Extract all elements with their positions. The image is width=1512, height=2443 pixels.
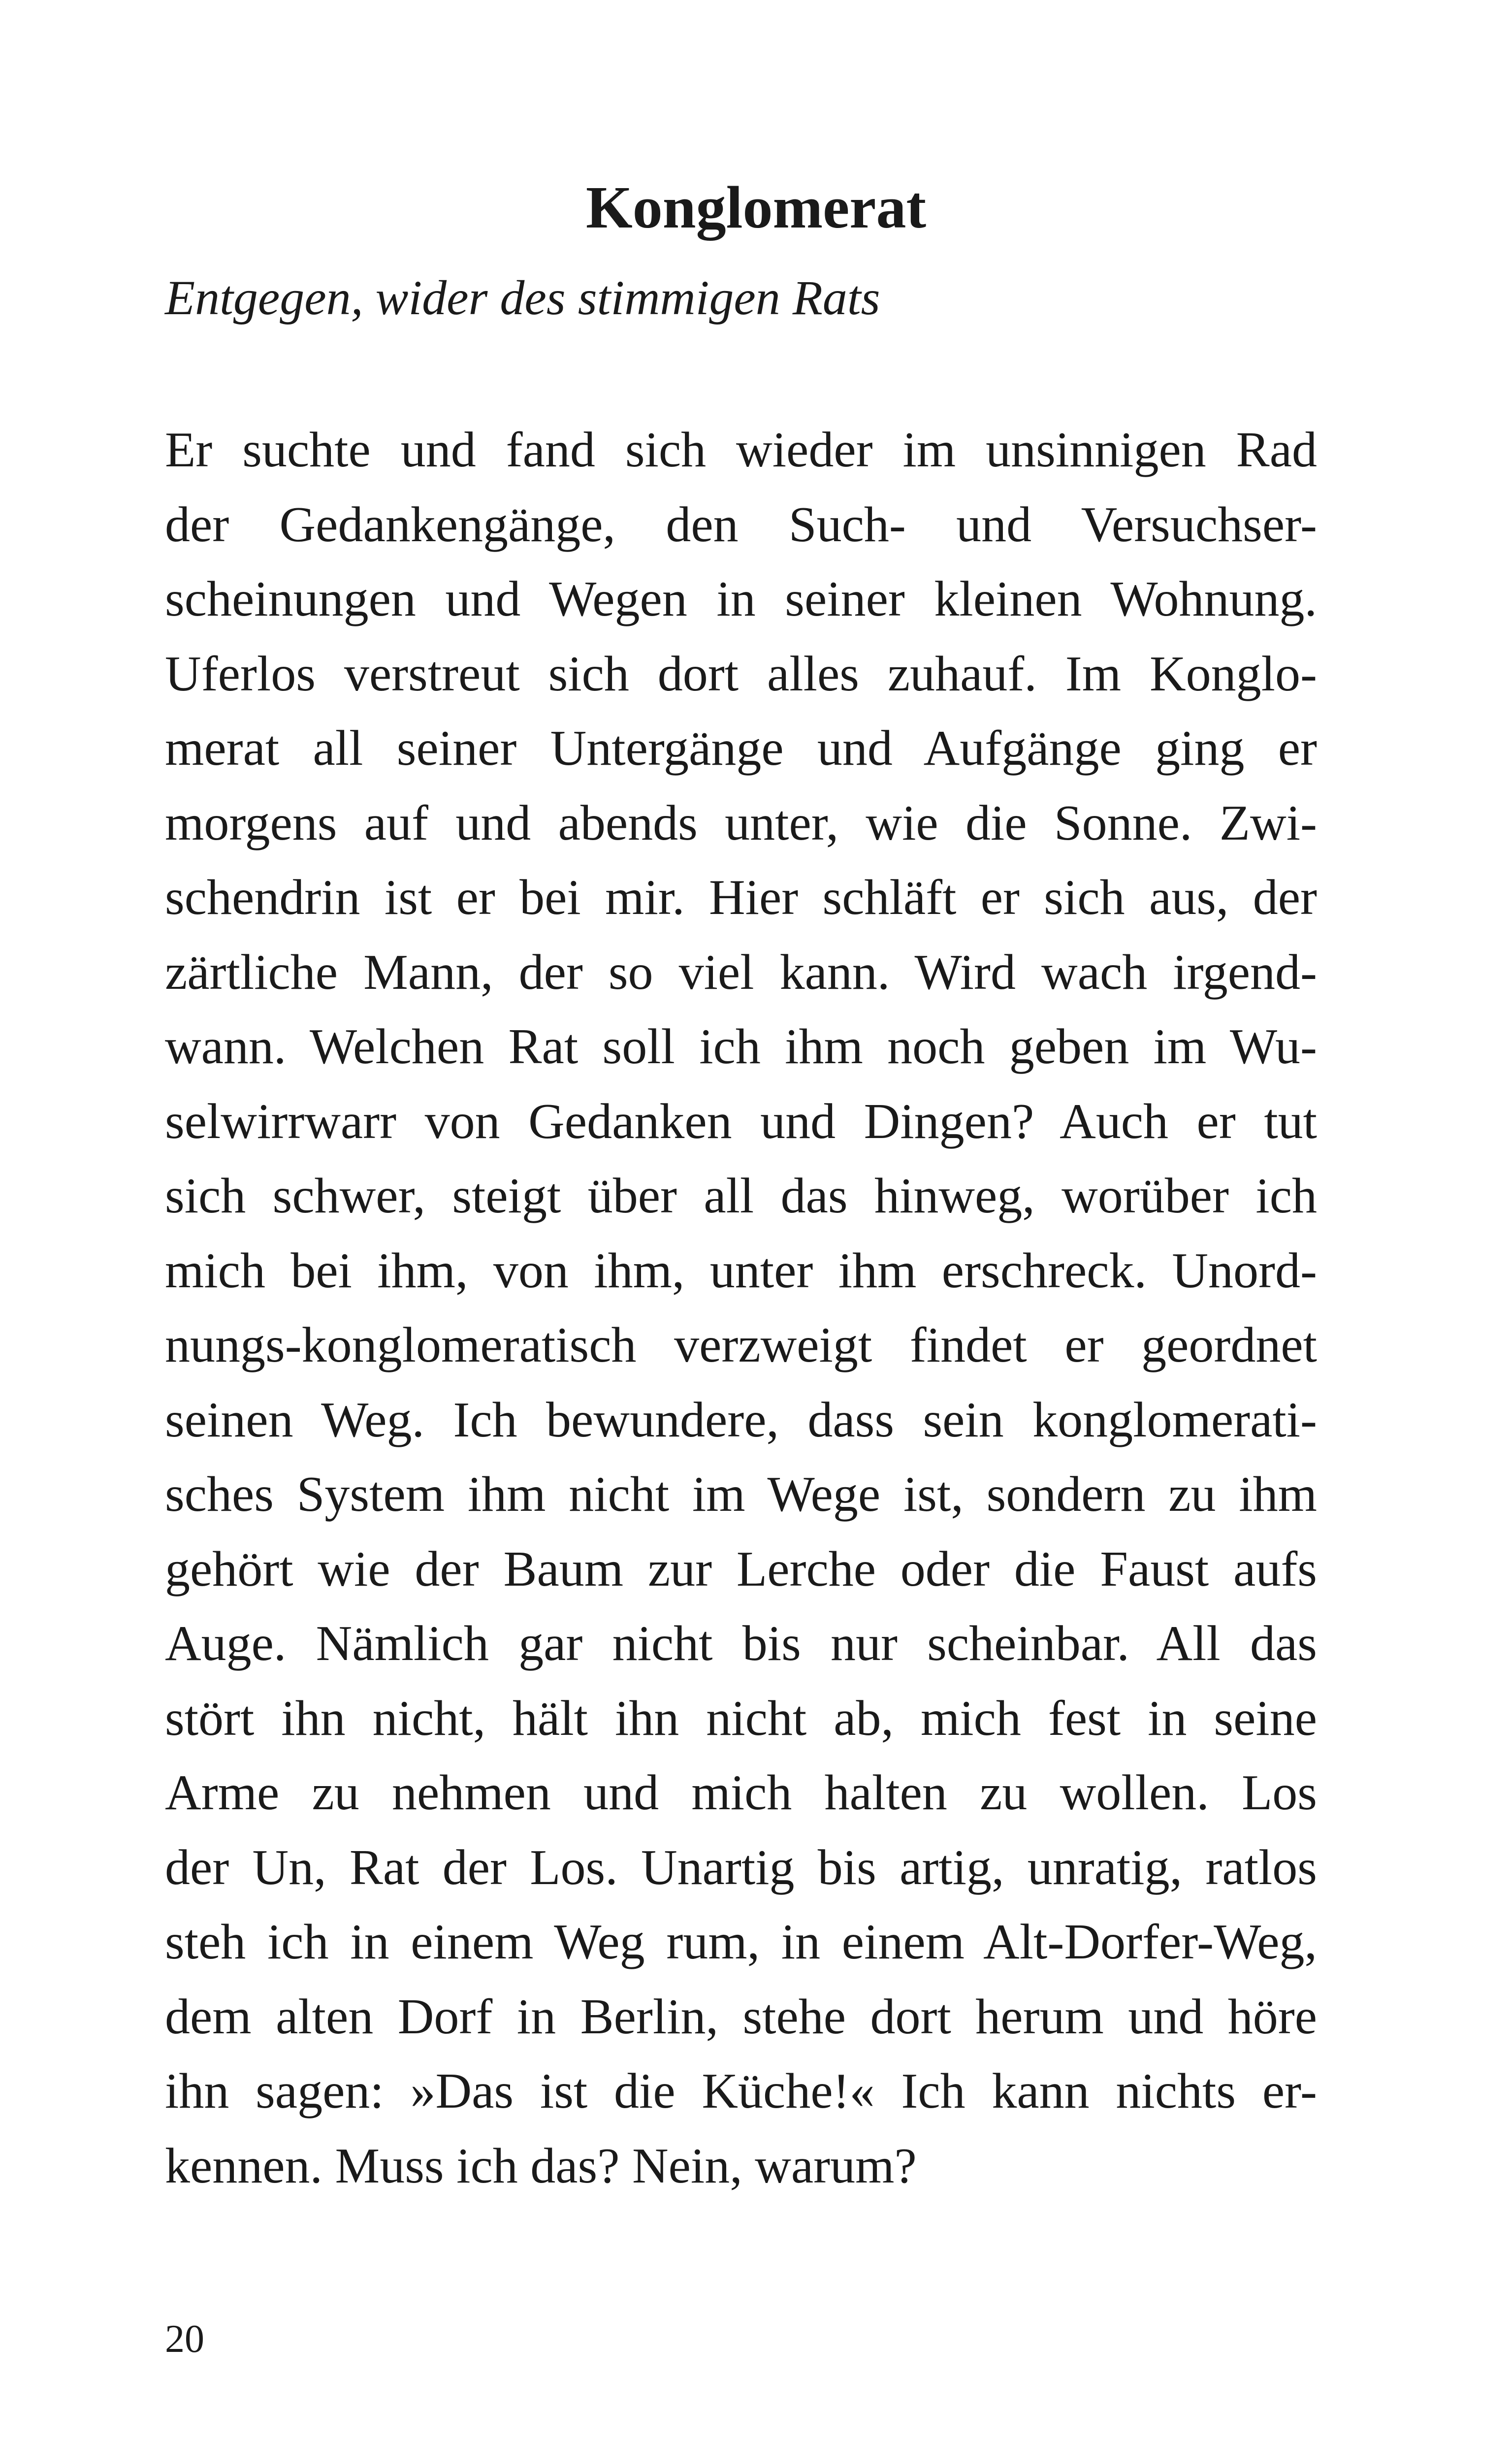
body-line: seinen Weg. Ich bewundere, dass sein konglomerati- [165,1392,1317,1448]
body-line: Uferlos verstreut sich dort alles zuhauf. Im Konglo- [165,646,1317,702]
body-line: wann. Welchen Rat soll ich ihm noch geben im Wu- [165,1019,1317,1075]
body-paragraph [165,413,1317,2203]
body-line: Auge. Nämlich gar nicht bis nur scheinbar. All das [165,1616,1317,1671]
body-line: mich bei ihm, von ihm, unter ihm erschreck. Unord- [165,1242,1317,1299]
body-line: dem alten Dorf in Berlin, stehe dort herum und höre [165,1988,1317,2045]
body-line: Er suchte und fand sich wieder im unsinnigen Rad [165,422,1317,478]
chapter-subtitle: Entgegen, wider des stimmigen Rats [165,270,880,325]
body-line: morgens auf und abends unter, wie die Sonne. Zwi- [165,795,1317,851]
body-line: sich schwer, steigt über all das hinweg, worüber ich [165,1168,1317,1224]
body-line: der Un, Rat der Los. Unartig bis artig, unratig, ratlos [165,1839,1317,1895]
body-line: zärtliche Mann, der so viel kann. Wird wach irgend- [165,944,1317,1000]
body-line: merat all seiner Untergänge und Aufgänge ging er [165,720,1317,776]
body-line: scheinungen und Wegen in seiner kleinen Wohnung. [165,571,1317,627]
body-line-last: kennen. Muss ich das? Nein, warum? [165,2138,917,2194]
page-number: 20 [165,2317,204,2361]
body-line: stört ihn nicht, hält ihn nicht ab, mich fest in seine [165,1690,1317,1746]
body-line: sches System ihm nicht im Wege ist, sondern zu ihm [165,1466,1317,1522]
body-line: ihn sagen: »Das ist die Küche!« Ich kann nichts er- [165,2063,1317,2119]
body-line: selwirrwarr von Gedanken und Dingen? Auch er tut [165,1093,1317,1149]
body-line: der Gedankengänge, den Such- und Versuchser- [165,496,1317,553]
body-line: steh ich in einem Weg rum, in einem Alt-Dorfer-Weg, [165,1914,1317,1970]
body-line: nungs-konglomeratisch verzweigt findet er geordnet [165,1317,1317,1373]
body-line: gehört wie der Baum zur Lerche oder die Faust aufs [165,1541,1317,1597]
chapter-title [0,173,1512,242]
chapter-title-text: Konglomerat [585,174,927,241]
body-line: schendrin ist er bei mir. Hier schläft er sich aus, der [165,870,1317,925]
body-line: Arme zu nehmen und mich halten zu wollen. Los [165,1765,1317,1821]
